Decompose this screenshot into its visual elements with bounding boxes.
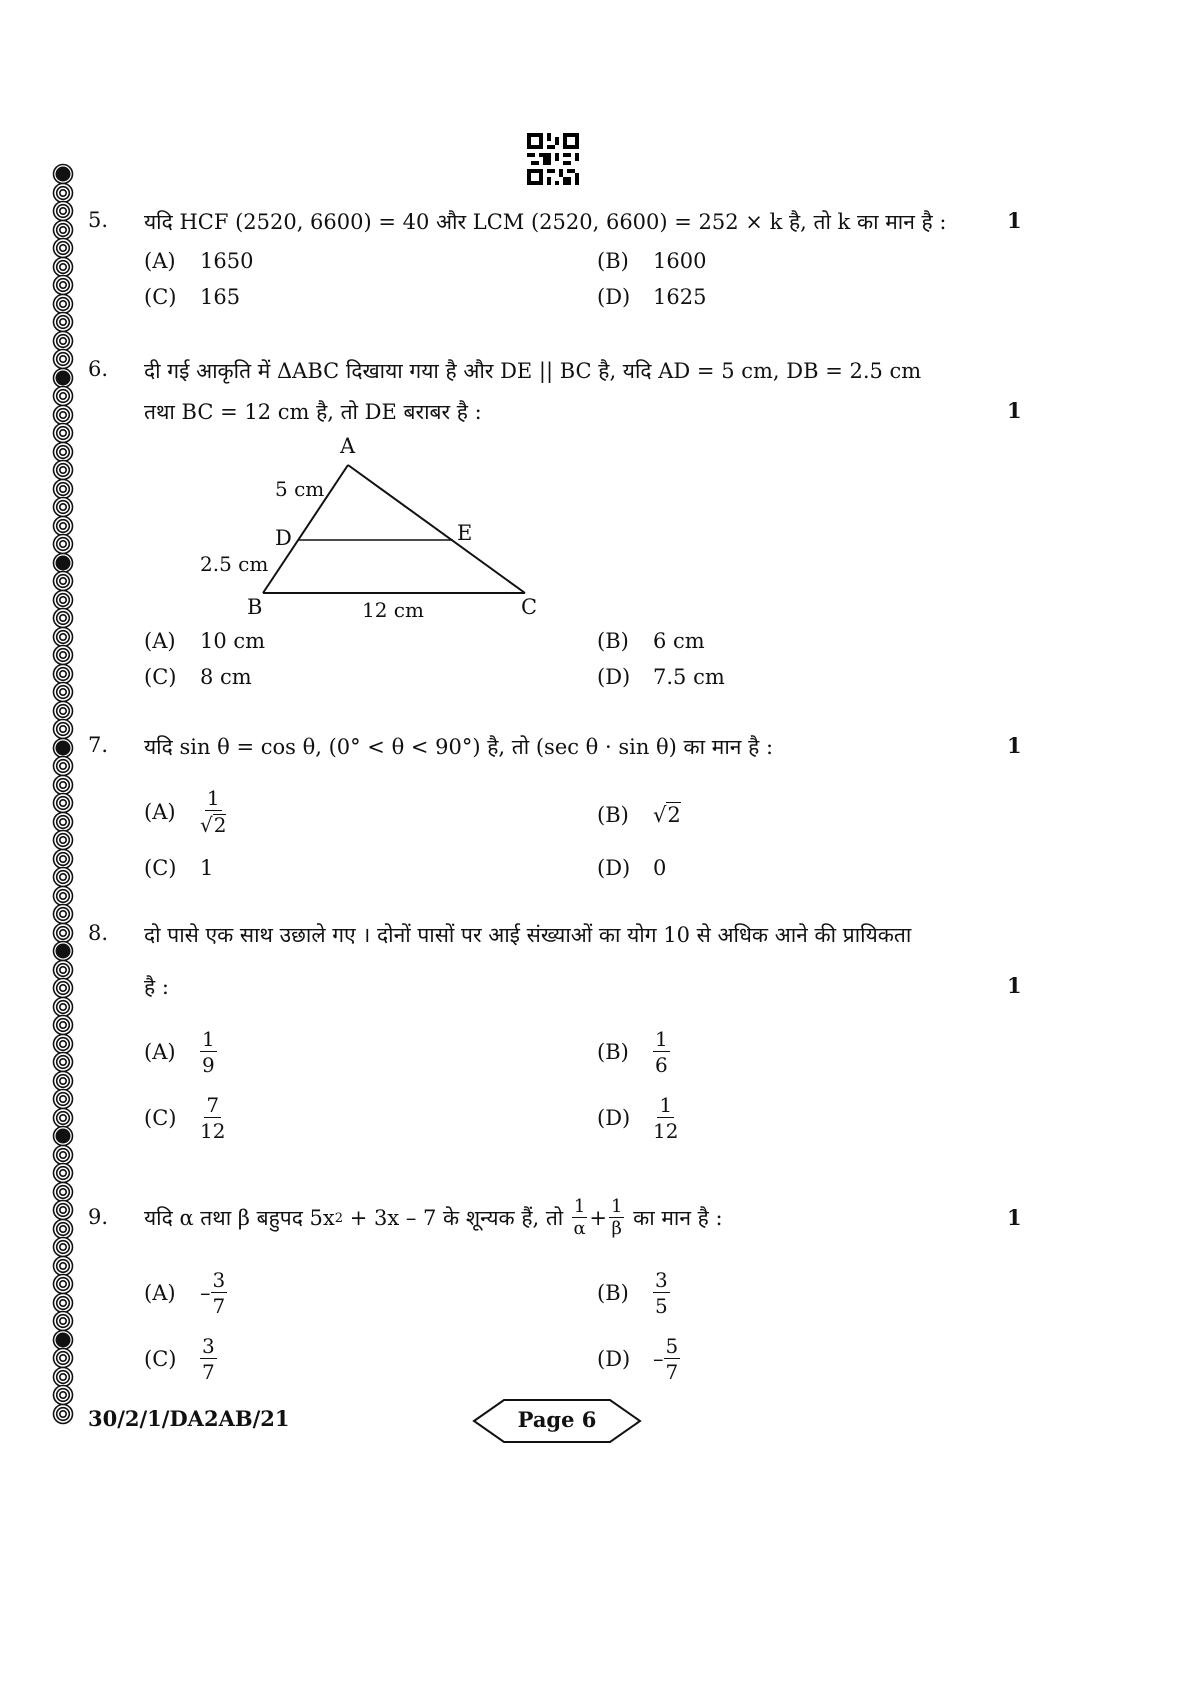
marks: 1 [1007, 733, 1022, 758]
text-pre: यदि α तथा β बहुपद 5x [144, 1206, 335, 1230]
option-value: 10 cm [200, 629, 266, 653]
denominator: 6 [655, 1053, 668, 1077]
option-value: 7.5 cm [653, 665, 725, 689]
question-text-line1: दो पासे एक साथ उछाले गए । दोनों पासों पर आई संख्याओं का योग 10 से अधिक आने की प्रायिकता [144, 923, 912, 947]
fraction [664, 1336, 681, 1382]
qr-code-icon [527, 133, 579, 185]
fraction [653, 1029, 670, 1075]
fraction [200, 1095, 225, 1141]
fraction [211, 1270, 228, 1316]
option-d [597, 285, 706, 309]
triangle-figure [190, 430, 570, 630]
vertex-label-e: E [457, 521, 473, 545]
denominator: 7 [665, 1360, 679, 1384]
denominator: 7 [202, 1360, 215, 1384]
numerator: 5 [665, 1334, 679, 1358]
option-label: (B) [597, 1281, 629, 1305]
question-text: यदि HCF (2520, 6600) = 40 और LCM (2520, 6600) = 252 × k है, तो k का मान है : [144, 210, 947, 234]
option-d [597, 665, 725, 689]
option-c [144, 285, 240, 309]
option-label: (C) [144, 665, 177, 689]
option-a [144, 249, 253, 273]
option-label: (C) [144, 285, 177, 309]
denominator: 7 [212, 1294, 226, 1318]
question-text [144, 1192, 723, 1244]
denominator: 5 [655, 1294, 668, 1318]
option-c [144, 665, 252, 689]
question-text-line2: तथा BC = 12 cm है, तो DE बराबर है : [144, 400, 482, 424]
fraction-one-over-beta [609, 1198, 624, 1238]
vertex-label-b: B [247, 595, 263, 619]
fraction [200, 1336, 217, 1382]
option-label: (D) [597, 1106, 631, 1130]
text-mid: + 3x – 7 के शून्यक हैं, तो [343, 1206, 570, 1230]
question-text: यदि sin θ = cos θ, (0° < θ < 90°) है, तो (sec θ · sin θ) का मान है : [144, 735, 774, 759]
option-value: 8 cm [200, 665, 252, 689]
numerator: 1 [573, 1196, 586, 1217]
text-post: का मान है : [626, 1206, 723, 1230]
numerator: 7 [206, 1093, 220, 1117]
question-number: 8. [88, 921, 109, 945]
question-number: 9. [88, 1205, 109, 1229]
sqrt-icon: √ [200, 813, 213, 837]
paper-code: 30/2/1/DA2AB/21 [88, 1406, 290, 1431]
superscript: 2 [334, 1210, 344, 1226]
page-number: Page 6 [517, 1407, 597, 1432]
option-a [144, 788, 226, 835]
option-label: (B) [597, 249, 629, 273]
fraction [653, 1095, 678, 1141]
radicand: 2 [213, 813, 227, 837]
option-a [144, 1029, 217, 1075]
option-label: (D) [597, 856, 631, 880]
denominator: 12 [653, 1119, 679, 1143]
denominator: β [611, 1218, 622, 1239]
option-label: (A) [144, 1040, 176, 1064]
option-d [597, 1336, 680, 1382]
vertex-label-d: D [275, 526, 292, 550]
sign: – [200, 1281, 211, 1305]
option-a [144, 629, 265, 653]
side-label-bc: 12 cm [362, 598, 424, 622]
numerator: 3 [655, 1268, 668, 1292]
qr-code [527, 133, 579, 185]
option-b [597, 1029, 670, 1075]
vertex-label-a: A [340, 434, 356, 458]
option-a [144, 1270, 227, 1316]
concentric-circle-icon [52, 1403, 74, 1425]
option-label: (D) [597, 665, 631, 689]
option-label: (B) [597, 802, 629, 827]
option-c [144, 856, 213, 880]
denominator: 12 [200, 1119, 226, 1143]
option-label: (B) [597, 1040, 629, 1064]
sqrt-icon: √ [653, 803, 667, 827]
option-value: 1 [200, 856, 214, 880]
question-text-line1: दी गई आकृति में ΔABC दिखाया गया है और DE || BC है, यदि AD = 5 cm, DB = 2.5 cm [144, 359, 922, 383]
option-value: 0 [653, 856, 667, 880]
fraction [653, 1270, 670, 1316]
option-label: (B) [597, 629, 629, 653]
numerator: 1 [655, 1027, 668, 1051]
option-value: 1600 [653, 249, 707, 273]
option-value: 6 cm [653, 629, 705, 653]
option-label: (C) [144, 1347, 177, 1371]
marks: 1 [1007, 1205, 1022, 1230]
option-label: (A) [144, 249, 176, 273]
option-label: (A) [144, 1281, 176, 1305]
question-number: 7. [88, 733, 109, 757]
option-b [597, 802, 681, 827]
sign: – [653, 1347, 664, 1371]
plus-sign: + [589, 1206, 607, 1230]
marks: 1 [1007, 208, 1022, 233]
numerator: 1 [610, 1196, 623, 1217]
question-number: 6. [88, 357, 109, 381]
option-value: 1625 [653, 285, 707, 309]
page-number-badge [472, 1398, 642, 1444]
fraction-one-over-alpha [572, 1198, 587, 1238]
option-d [597, 1095, 678, 1141]
question-number: 5. [88, 208, 109, 232]
vertex-label-c: C [521, 595, 538, 619]
option-c [144, 1336, 217, 1382]
option-label: (C) [144, 856, 177, 880]
numerator: 3 [212, 1268, 226, 1292]
marks: 1 [1007, 973, 1022, 998]
option-label: (D) [597, 285, 631, 309]
denominator [200, 811, 226, 835]
option-c [144, 1095, 225, 1141]
denominator: 9 [202, 1053, 215, 1077]
side-label-ad: 5 cm [275, 477, 325, 501]
option-label: (A) [144, 629, 176, 653]
numerator: 1 [202, 1027, 215, 1051]
numerator: 1 [659, 1093, 673, 1117]
option-label: (C) [144, 1106, 177, 1130]
option-label: (A) [144, 799, 176, 824]
option-label: (D) [597, 1347, 631, 1371]
denominator: α [573, 1218, 586, 1239]
option-d [597, 856, 666, 880]
fraction [200, 788, 226, 835]
numerator: 3 [202, 1334, 215, 1358]
option-b [597, 629, 705, 653]
side-label-db: 2.5 cm [200, 552, 269, 576]
numerator: 1 [206, 786, 220, 810]
option-value: 165 [200, 285, 241, 309]
fraction [200, 1029, 217, 1075]
radicand: 2 [667, 803, 681, 827]
option-b [597, 249, 706, 273]
sqrt-value [653, 802, 681, 827]
option-value: 1650 [200, 249, 254, 273]
marks: 1 [1007, 398, 1022, 423]
option-b [597, 1270, 670, 1316]
question-text-line2: है : [144, 975, 169, 999]
